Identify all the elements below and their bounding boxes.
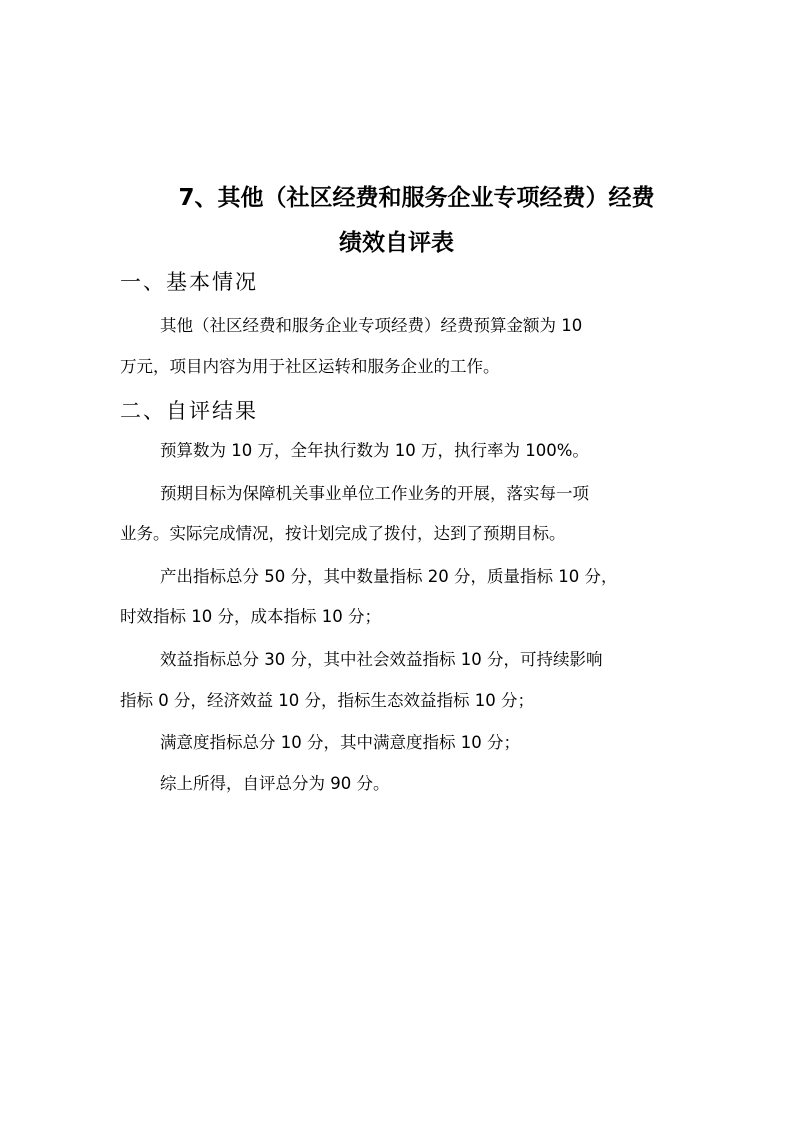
paragraph-line: 业务。实际完成情况，按计划完成了拨付，达到了预期目标。 [120, 524, 566, 543]
section-heading-basic-info: 一、基本情况 [120, 270, 258, 294]
paragraph-line: 预期目标为保障机关事业单位工作业务的开展，落实每一项 [160, 484, 589, 503]
paragraph-line: 万元，项目内容为用于社区运转和服务企业的工作。 [120, 357, 500, 376]
paragraph-line: 预算数为 10 万，全年执行数为 10 万，执行率为 100%。 [160, 441, 589, 460]
paragraph-line: 其他（社区经费和服务企业专项经费）经费预算金额为 10 [160, 316, 583, 335]
section-heading-self-evaluation: 二、自评结果 [120, 399, 258, 423]
paragraph-line: 满意度指标总分 10 分，其中满意度指标 10 分； [160, 733, 520, 752]
paragraph-line: 效益指标总分 30 分，其中社会效益指标 10 分，可持续影响 [160, 650, 603, 669]
paragraph-line: 指标 0 分，经济效益 10 分，指标生态效益指标 10 分； [120, 691, 534, 710]
document-title-line-1: 7、其他（社区经费和服务企业专项经费）经费 [178, 185, 655, 211]
document-title-line-2: 绩效自评表 [339, 230, 454, 256]
paragraph-line: 时效指标 10 分，成本指标 10 分； [120, 607, 381, 626]
paragraph-line: 综上所得，自评总分为 90 分。 [160, 774, 390, 793]
paragraph-line: 产出指标总分 50 分，其中数量指标 20 分，质量指标 10 分， [160, 567, 618, 586]
